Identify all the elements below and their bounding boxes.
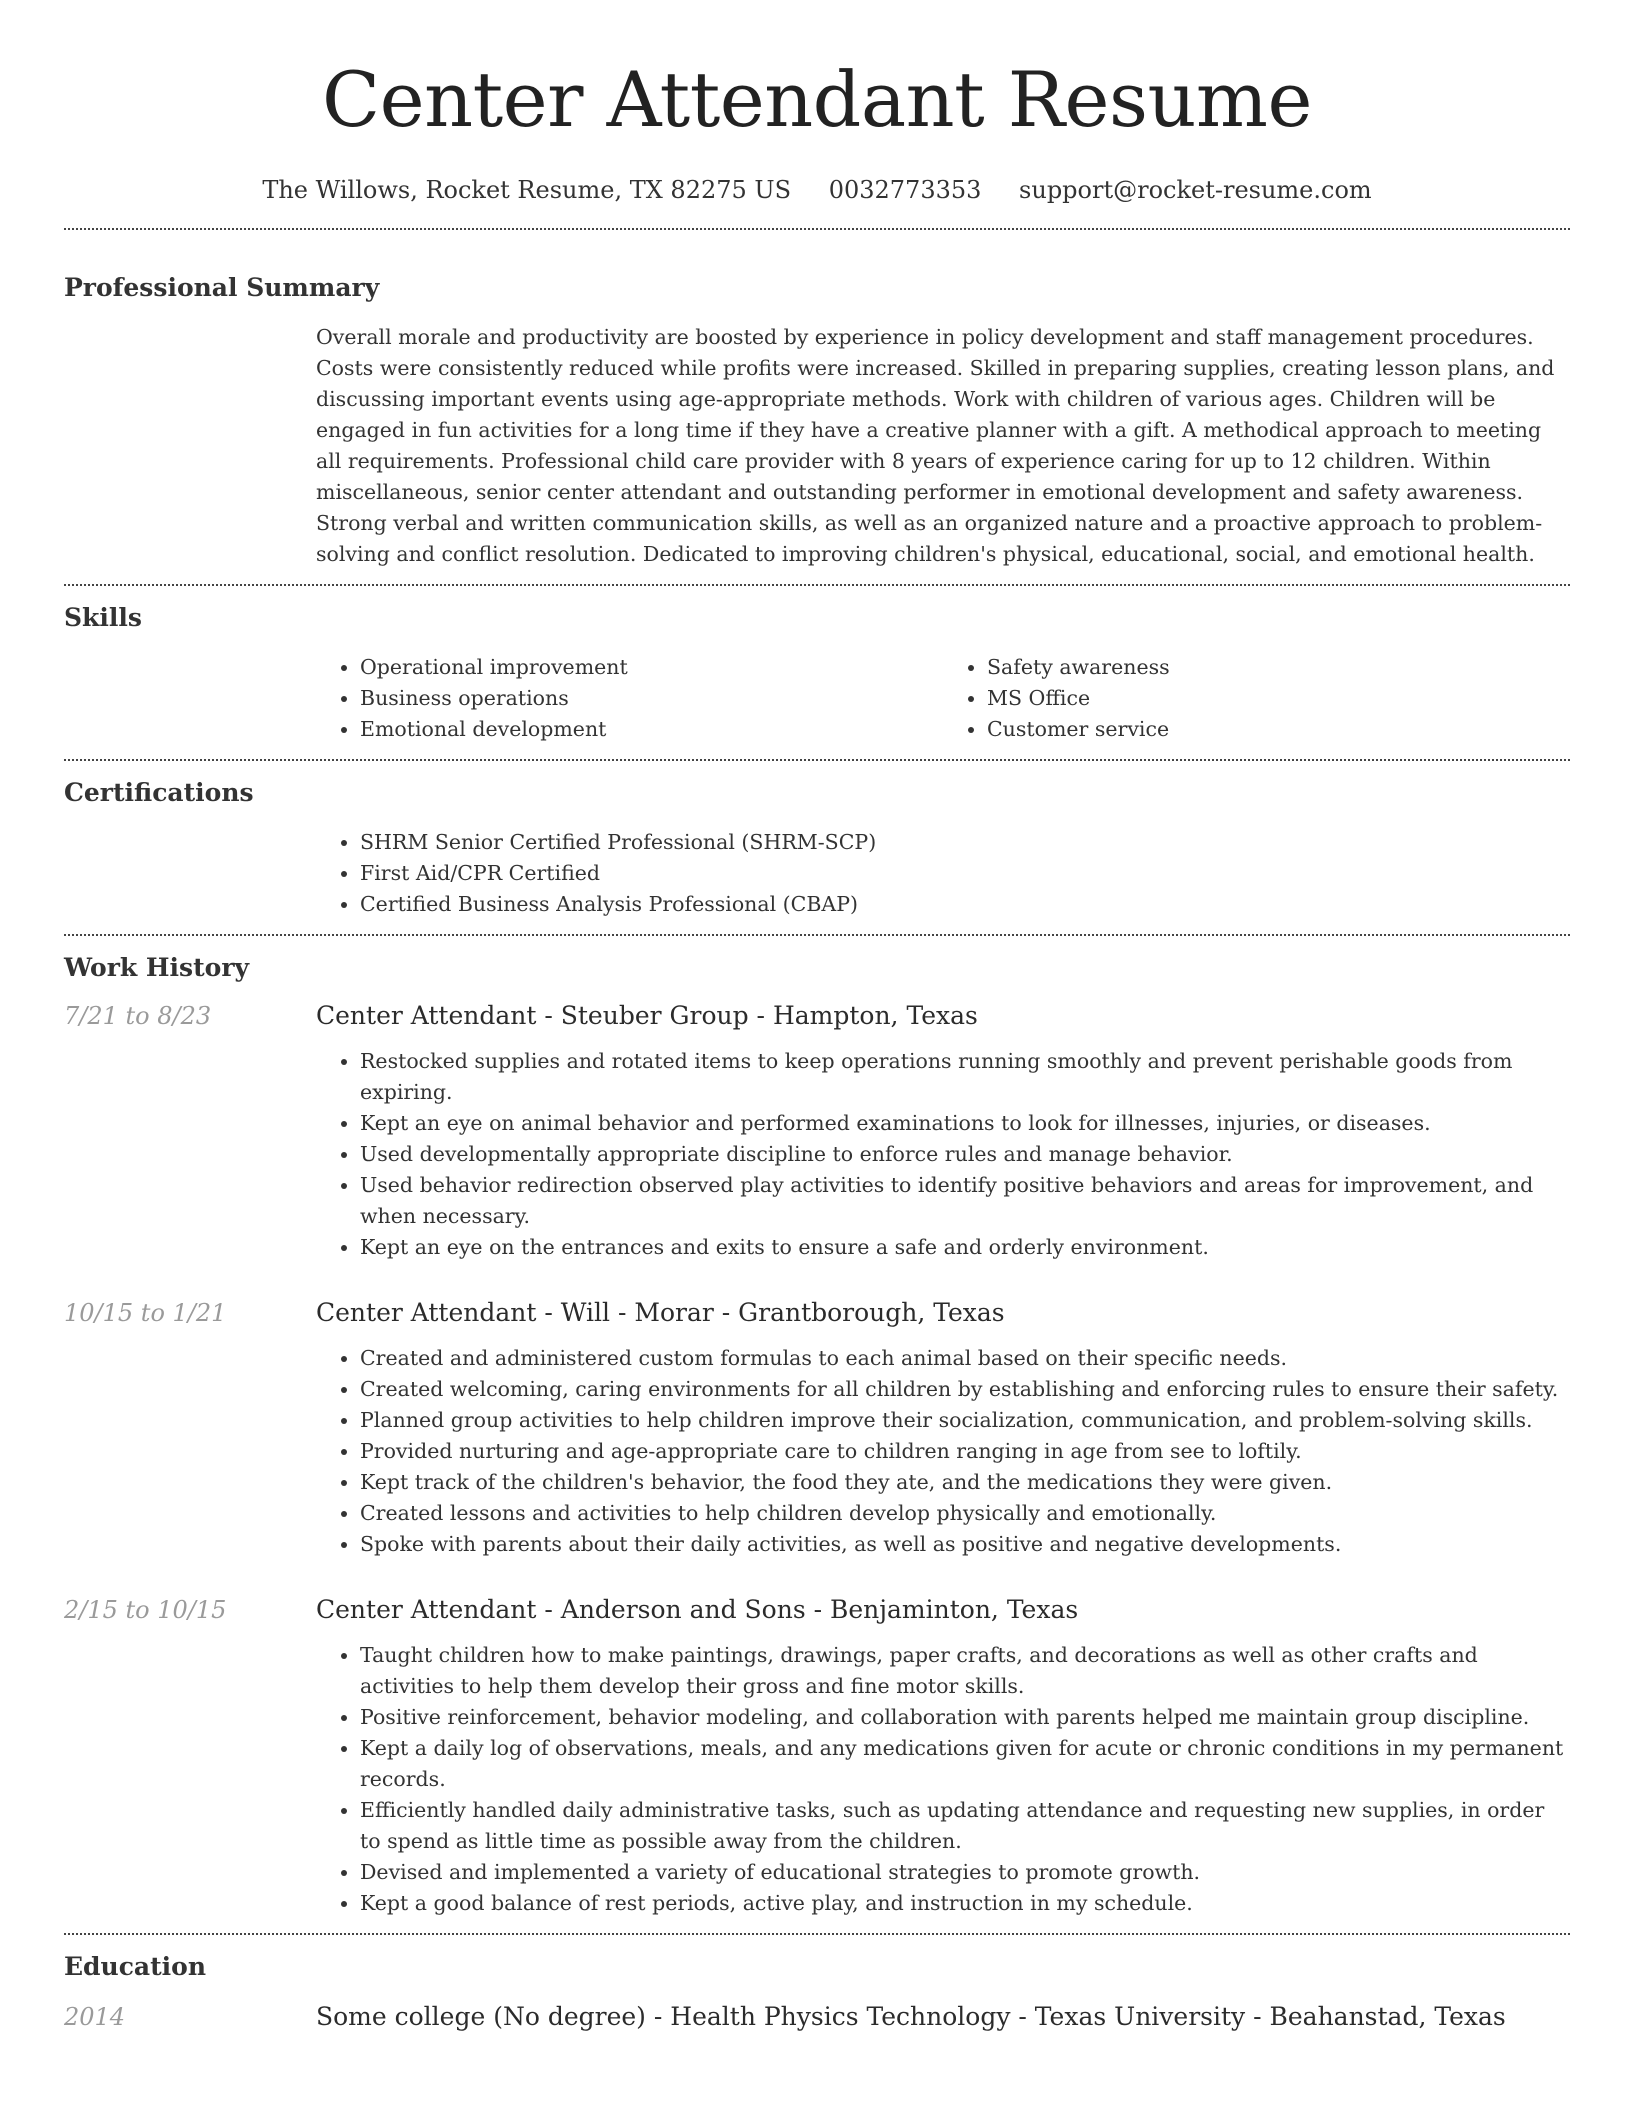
- list-item: • Kept track of the children's behavior, the food they ate, and the medications they were given.: [360, 1467, 1570, 1498]
- list-item: • Business operations: [360, 683, 943, 714]
- section-certifications: [64, 761, 1570, 934]
- job-bullets: [316, 1046, 1570, 1263]
- list-item: • Planned group activities to help children improve their socialization, communication, and problem-solving skills.: [360, 1405, 1570, 1436]
- list-item: • Used developmentally appropriate discipline to enforce rules and manage behavior.: [360, 1139, 1570, 1170]
- resume-page: [64, 0, 1570, 2047]
- job-title: Center Attendant - Anderson and Sons - Benjaminton, Texas: [316, 1595, 1079, 1624]
- job-title: Center Attendant - Steuber Group - Hampton, Texas: [316, 1001, 978, 1030]
- list-item: • Efficiently handled daily administrative tasks, such as updating attendance and requesting new supplies, in order to spend as little time as possible away from the children.: [360, 1795, 1570, 1857]
- job-body: [316, 1000, 1570, 1263]
- contact-phone: 0032773353: [828, 176, 982, 204]
- job-date: 7/21 to 8/23: [64, 1002, 212, 1030]
- list-item: • Kept a daily log of observations, meals, and any medications given for acute or chronic conditions in my permanent records.: [360, 1733, 1570, 1795]
- section-heading: Certifications: [64, 778, 254, 807]
- list-item: • Kept a good balance of rest periods, active play, and instruction in my schedule.: [360, 1888, 1570, 1919]
- list-item: • Spoke with parents about their daily activities, as well as positive and negative developments.: [360, 1529, 1570, 1560]
- education-body: [316, 2001, 1570, 2033]
- list-item: • SHRM Senior Certified Professional (SHRM-SCP): [360, 827, 1570, 858]
- job-title: Center Attendant - Will - Morar - Grantborough, Texas: [316, 1298, 1005, 1327]
- summary-text: Overall morale and productivity are boosted by experience in policy development and staff management procedures. Costs were consistently reduced while profits were increased. Skilled in preparing supplies, creating lesson plans, and discussing important events using age-appropriate methods. Work with children of various ages. Children will be engaged in fun activities for a long time if they have a creative planner with a gift. A methodical approach to meeting all requirements. Professional child care provider with 8 years of experience caring for up to 12 children. Within miscellaneous, senior center attendant and outstanding performer in emotional development and safety awareness. Strong verbal and written communication skills, as well as an organized nature and a proactive approach to problem-solving and conflict resolution. Dedicated to improving children's physical, educational, social, and emotional health.: [316, 325, 1555, 566]
- section-skills: [64, 586, 1570, 759]
- contact-address: The Willows, Rocket Resume, TX 82275 US: [262, 176, 792, 204]
- list-item: • Safety awareness: [987, 652, 1570, 683]
- job-bullets: [316, 1640, 1570, 1919]
- page-title: Center Attendant Resume: [322, 55, 1312, 144]
- section-heading: Skills: [64, 603, 142, 632]
- list-item: • Positive reinforcement, behavior modeling, and collaboration with parents helped me maintain group discipline.: [360, 1702, 1570, 1733]
- section-heading: Work History: [64, 953, 250, 982]
- job-body: [316, 1594, 1570, 1919]
- list-item: • Created lessons and activities to help children develop physically and emotionally.: [360, 1498, 1570, 1529]
- list-item: • Certified Business Analysis Professional (CBAP): [360, 889, 1570, 920]
- list-item: • Created and administered custom formulas to each animal based on their specific needs.: [360, 1343, 1570, 1374]
- contact-line: [64, 174, 1570, 206]
- job-date: 2/15 to 10/15: [64, 1596, 227, 1624]
- list-item: • Customer service: [987, 714, 1570, 745]
- list-item: • Emotional development: [360, 714, 943, 745]
- job-entry: [64, 1594, 1570, 1919]
- job-date: 10/15 to 1/21: [64, 1299, 227, 1327]
- list-item: • Taught children how to make paintings, drawings, paper crafts, and decorations as well as other crafts and activities to help them develop their gross and fine motor skills.: [360, 1640, 1570, 1702]
- list-item: • First Aid/CPR Certified: [360, 858, 1570, 889]
- list-item: • Provided nurturing and age-appropriate care to children ranging in age from see to loftily.: [360, 1436, 1570, 1467]
- job-body: [316, 1297, 1570, 1560]
- skills-grid: [316, 652, 1570, 745]
- list-item: • Restocked supplies and rotated items to keep operations running smoothly and prevent perishable goods from expiring.: [360, 1046, 1570, 1108]
- skills-column-left: [316, 652, 943, 745]
- list-item: • Devised and implemented a variety of educational strategies to promote growth.: [360, 1857, 1570, 1888]
- certifications-list: [316, 827, 1570, 920]
- section-work-history: [64, 936, 1570, 1933]
- job-entry: [64, 1000, 1570, 1263]
- job-bullets: [316, 1343, 1570, 1560]
- list-item: • Kept an eye on animal behavior and performed examinations to look for illnesses, injuries, or diseases.: [360, 1108, 1570, 1139]
- list-item: • Created welcoming, caring environments for all children by establishing and enforcing rules to ensure their safety.: [360, 1374, 1570, 1405]
- education-date: 2014: [64, 2003, 126, 2031]
- list-item: • MS Office: [987, 683, 1570, 714]
- list-item: • Kept an eye on the entrances and exits to ensure a safe and orderly environment.: [360, 1232, 1570, 1263]
- section-education: [64, 1935, 1570, 2047]
- contact-email: support@rocket-resume.com: [1019, 176, 1372, 204]
- education-title: Some college (No degree) - Health Physics Technology - Texas University - Beahanstad, Texas: [316, 2002, 1506, 2031]
- section-heading: Education: [64, 1952, 207, 1981]
- job-entry: [64, 1297, 1570, 1560]
- list-item: • Used behavior redirection observed play activities to identify positive behaviors and areas for improvement, and when necessary.: [360, 1170, 1570, 1232]
- list-item: • Operational improvement: [360, 652, 943, 683]
- certifications-ul: [316, 827, 1570, 920]
- section-summary: [64, 230, 1570, 584]
- education-entry: [64, 2001, 1570, 2033]
- section-heading: Professional Summary: [64, 273, 380, 302]
- skills-column-right: [943, 652, 1570, 745]
